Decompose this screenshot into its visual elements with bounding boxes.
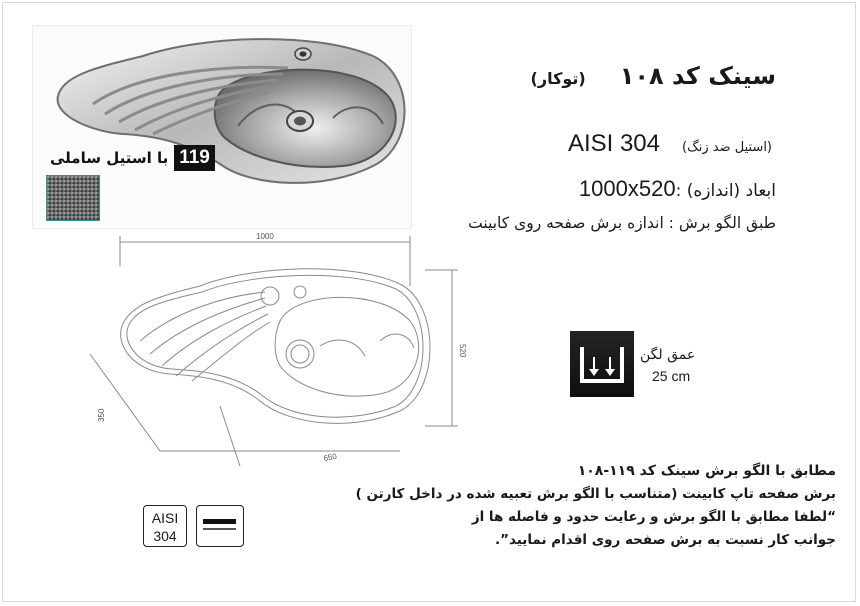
technical-drawing bbox=[80, 226, 480, 476]
steel-grade: AISI 304 bbox=[567, 130, 660, 157]
installation-notes bbox=[356, 460, 836, 552]
drawing-width-label: 1000 bbox=[256, 232, 274, 241]
page-title: سینک کد ۱۰۸ bbox=[619, 62, 776, 90]
install-type: (توکار) bbox=[530, 69, 586, 88]
aisi-line1: AISI bbox=[151, 510, 179, 526]
dimensions-value: 1000x520 bbox=[578, 176, 676, 201]
drawing-diag-left-label: 350 bbox=[97, 408, 106, 422]
model-badge bbox=[46, 145, 215, 171]
arrows-down-bowl-icon bbox=[570, 331, 634, 397]
aisi-304-icon bbox=[143, 505, 187, 547]
depth-value: 25 cm bbox=[652, 368, 691, 384]
depth-label: عمق لگن bbox=[640, 347, 696, 363]
sheet-thickness-icon bbox=[196, 505, 244, 547]
steel-description: (استیل ضد زنگ) bbox=[682, 140, 772, 155]
note-line: “لطفا مطابق با الگو برش و رعایت حدود و فاصله ها از bbox=[471, 509, 836, 525]
note-line: برش صفحه تاپ کابینت (متناسب با الگو برش تعبیه شده در داخل کارتن ) bbox=[355, 486, 836, 502]
note-line: مطابق با الگو برش سینک کد ۱۱۹-۱۰۸ bbox=[577, 463, 836, 479]
drawing-diag-bottom-label: 650 bbox=[322, 451, 338, 463]
aisi-line2: 304 bbox=[153, 528, 177, 544]
dimensions-label: ابعاد (اندازه) : bbox=[675, 181, 776, 201]
steel-info bbox=[568, 130, 772, 158]
note-line: جوانب کار نسبت به برش صفحه روی اقدام نمایید”. bbox=[494, 532, 836, 548]
badge-text: با استیل ساملی bbox=[50, 149, 169, 167]
product-photo-panel bbox=[32, 25, 412, 229]
steel-texture-swatch bbox=[46, 175, 100, 221]
title-block bbox=[531, 62, 776, 90]
badge-number: 119 bbox=[174, 145, 215, 171]
cut-pattern-note: طبق الگو برش : اندازه برش صفحه روی کابینت bbox=[468, 214, 776, 232]
drawing-height-label: 520 bbox=[458, 344, 467, 358]
dimensions-info bbox=[579, 176, 776, 202]
